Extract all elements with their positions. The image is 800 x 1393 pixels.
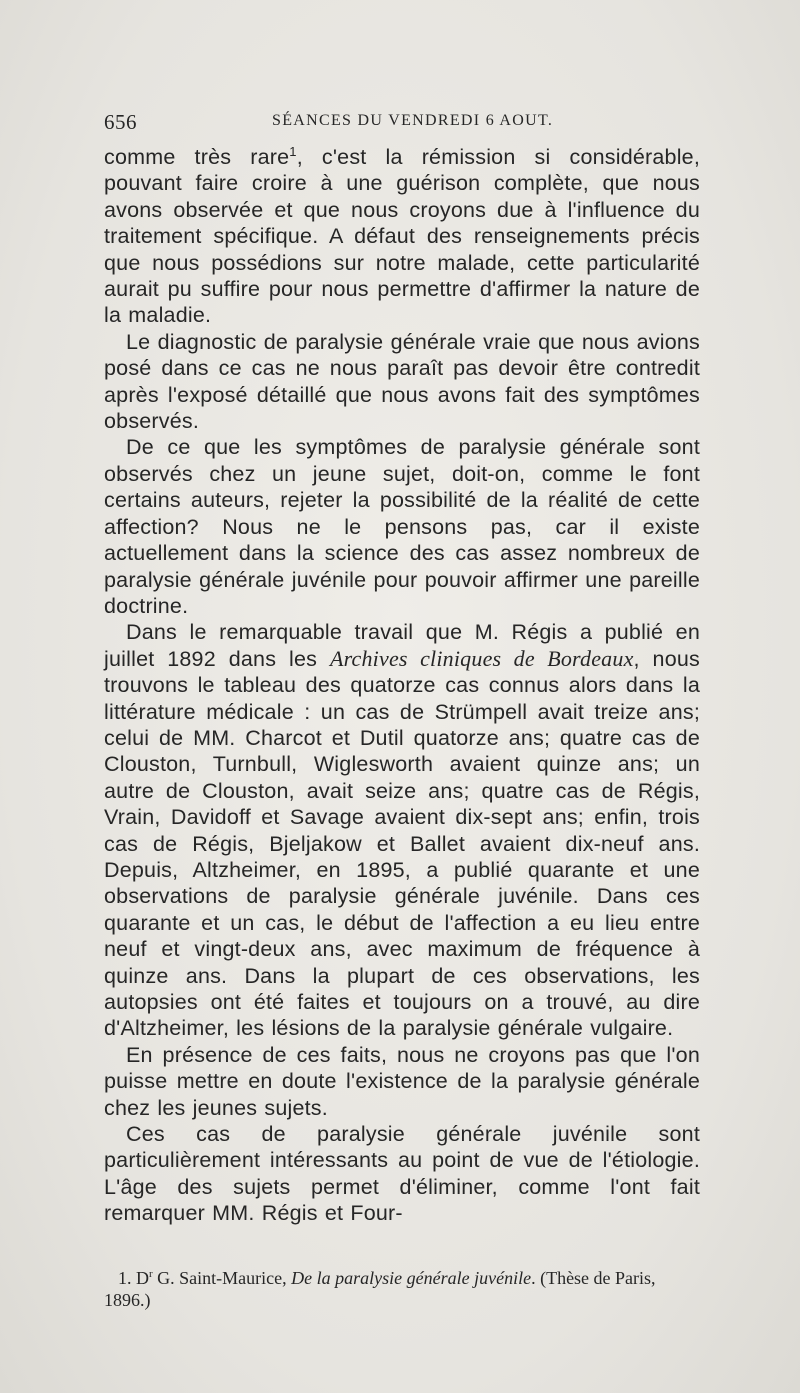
paragraph-5: En présence de ces faits, nous ne croyons pas que l'on puisse mettre en doute l'existence de la paralysie générale chez les jeunes sujets. xyxy=(104,1042,700,1120)
paragraph-1 xyxy=(104,144,700,329)
running-title: SÉANCES DU VENDREDI 6 AOUT. xyxy=(272,112,554,129)
paragraph-2: Le diagnostic de paralysie générale vraie que nous avions posé dans ce cas ne nous paraît pas devoir être contredit après l'exposé détaillé que nous avons fait des symptômes observés. xyxy=(104,329,700,434)
journal-title: Archives cliniques de Bordeaux xyxy=(329,645,634,671)
paragraph-4-start: Dans le remarquable travail que M. Régis a publié en juillet 1892 dans les xyxy=(104,620,700,671)
paragraph-6: Ces cas de paralysie générale juvénile sont particulièrement intéressants au point de vue de l'étiologie. L'âge des sujets permet d'éliminer, comme l'ont fait remarquer MM. Régis et Four- xyxy=(104,1122,700,1226)
footnote-author-prefix: D xyxy=(136,1267,149,1288)
running-head xyxy=(104,102,700,136)
paragraph-4-rest: , nous trouvons le tableau des quatorze cas connus alors dans la littérature médicale : un cas de Strümpell avait treize ans; celui de MM. Charcot et Dutil quatorze ans; quatre cas de Clouston, Turnbull, Wiglesworth avaient quinze ans; un autre de Clouston, avait seize ans; quatre cas de Régis, Vrain, Davidoff et Savage avaient dix-sept ans; enfin, trois cas de Régis, Bjeljakow et Ballet avaient dix-neuf ans. Depuis, Altzheimer, en 1895, a publié quarante et une observations de paralysie générale juvénile. Dans ces quarante et un cas, le début de l'affection a eu lieu entre neuf et vingt-deux ans, avec maximum de fréquence à quinze ans. Dans la plupart de ces observations, les autopsies ont été faites et toujours on a trouvé, au dire d'Altzheimer, les lésions de la paralysie générale vulgaire. xyxy=(104,646,700,1041)
paragraph-3: De ce que les symptômes de paralysie générale sont observés chez un jeune sujet, doit-on, comme le font certains auteurs, rejeter la possibilité de la réalité de cette affection? Nous ne le pensons pas, car il existe actuellement dans la science des cas assez nombreux de paralysie générale juvénile pour pouvoir affirmer une pareille doctrine. xyxy=(104,435,700,618)
footnote xyxy=(104,1267,700,1311)
footnote-reference: 1 xyxy=(289,143,297,159)
page-number: 656 xyxy=(104,110,137,134)
book-page xyxy=(104,102,700,1311)
footnote-number: 1. xyxy=(118,1267,132,1288)
footnote-author: G. Saint-Maurice, xyxy=(152,1267,292,1288)
footnote-rest: . (Thèse de Paris, 1896.) xyxy=(104,1267,656,1310)
paragraph-1-rest: , c'est la rémission si considérable, pouvant faire croire à une guérison complète, que nous avons observée et que nous croyons due à l'influence du traitement spécifique. A défaut des renseignements précis que nous possédions sur notre malade, cette particularité aurait pu suffire pour nous permettre d'affirmer la nature de la maladie. xyxy=(104,145,700,328)
footnote-title: De la paralysie générale juvénile xyxy=(291,1267,532,1288)
footnote-author-sup: r xyxy=(149,1267,153,1280)
paragraph-4 xyxy=(104,619,700,1042)
body-text xyxy=(104,144,700,1227)
paragraph-1-start: comme très rare xyxy=(104,145,290,169)
